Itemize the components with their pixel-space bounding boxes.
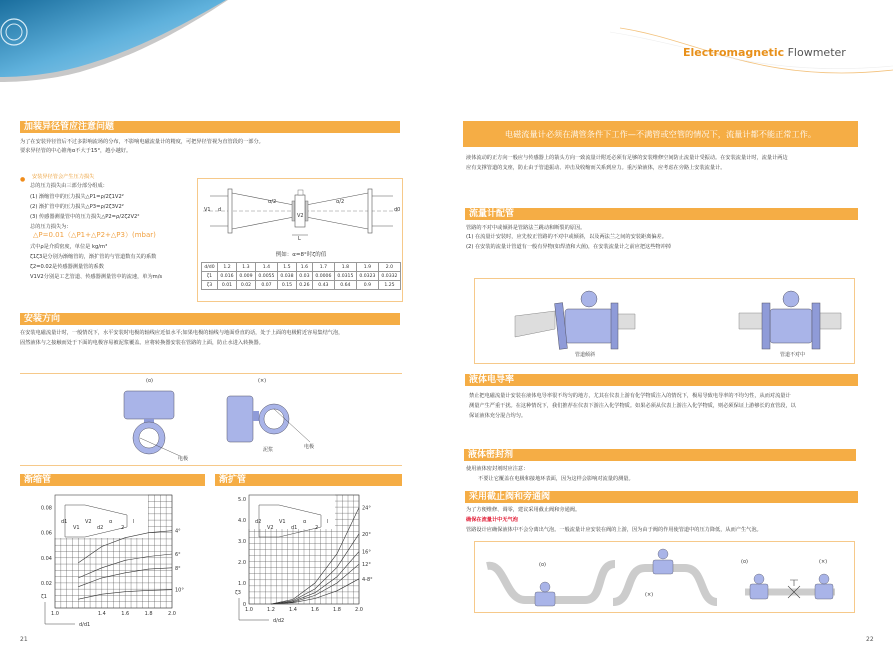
valve-drawing (475, 542, 856, 614)
table-cell: 0.016 (218, 272, 237, 281)
inset-diagram (65, 505, 127, 537)
y-axis-label: ζ1 (41, 594, 47, 600)
x-tick-label: 1.0 (51, 611, 59, 617)
x-tick-label: 1.6 (311, 607, 319, 613)
table-header-row (202, 263, 401, 272)
x-tick-label: 1.4 (97, 611, 106, 617)
paragraph-line: 使用液体密封剂时应注意： (466, 466, 529, 472)
table-cell: 1.9 (356, 263, 378, 272)
note-line: V1V2分别是工艺管道、传感器测量管中的流速，单为m/s (30, 274, 163, 280)
table-cell: 0.0006 (312, 272, 334, 281)
alpha-label: α/2 (268, 199, 277, 205)
y-tick-label: 3.0 (238, 539, 246, 546)
valve-figure (474, 541, 855, 613)
warning-text: 确保在流量计中无气泡 (466, 517, 518, 523)
brand-logo (683, 46, 846, 59)
series-label: 4-8° (362, 576, 373, 583)
table-cell: 1.5 (277, 263, 296, 272)
section-title: 液体密封剂 (464, 449, 856, 461)
axis-arrow (45, 602, 75, 624)
table-cell: 0.15 (277, 281, 296, 290)
table-cell: 1.4 (255, 263, 277, 272)
paragraph-line: 要求异径管的中心锥角α不大于15°，越小越好。 (20, 148, 132, 154)
tilt-label: 管道倾斜 (575, 352, 596, 358)
paragraph-line: (1) 在流量计安装时，应先校正管路的不对中或倾斜，以及两法兰之间的安装距离偏差。 (466, 234, 667, 240)
table-row (202, 272, 401, 281)
table-cell: 0.07 (255, 281, 277, 290)
brand-bold: Electromagnetic (683, 46, 785, 59)
series-label: 6° (175, 552, 181, 559)
section-title: 渐缩管 (20, 474, 205, 486)
y-tick-label: 0.02 (40, 580, 52, 587)
y-tick-label: 1.0 (238, 581, 246, 588)
series-label: 24° (362, 505, 371, 512)
inset-label: V2 (85, 519, 92, 525)
list-item: (3) 传感器测量管中的压力损失△P2=ρ/2ζ2V2² (30, 214, 140, 220)
list-item: 总的压力损失为： (30, 224, 72, 230)
y-tick-label: 4.0 (238, 518, 246, 525)
y-tick-label: 0.08 (40, 505, 52, 512)
section-title: 渐扩管 (215, 474, 402, 486)
series-label: 4° (175, 528, 181, 535)
alpha-label: α/2 (336, 199, 345, 205)
section-title: 安装方向 (20, 313, 400, 325)
table-cell: 1.25 (378, 281, 400, 290)
y-tick-label: 0.04 (40, 555, 52, 562)
table-cell: 1.7 (312, 263, 334, 272)
inset-shape (259, 505, 321, 537)
series-label: 12° (362, 562, 371, 569)
wrong-mark: (×) (258, 378, 267, 384)
inset-label: d1 (61, 519, 68, 525)
electrode-label: 电极 (178, 456, 189, 462)
inset-diagram (259, 505, 321, 537)
reducer-diagram (198, 179, 404, 259)
electrode-label: 电极 (304, 444, 315, 450)
table-cell: 0.03 (296, 272, 312, 281)
table-cell: 0.0315 (334, 272, 356, 281)
length-label: L (298, 236, 301, 242)
list-item: (1) 渐缩管中的压力损失△P1=ρ/2ζ1V2² (30, 194, 124, 200)
list-item: (2) 渐扩管中的压力损失△P3=ρ/2ζ3V2² (30, 204, 124, 210)
x-tick-label: 2.0 (355, 607, 363, 613)
v1-label: V1 (204, 207, 211, 213)
inset-label: d1 (291, 525, 298, 531)
inset-shape (65, 505, 127, 537)
x-tick-label: 1.4 (289, 607, 297, 613)
table-cell: 0.0055 (255, 272, 277, 281)
table-cell: 0.26 (296, 281, 312, 290)
table-cell: ζ1 (202, 272, 218, 281)
correct-mark: (o) (539, 562, 546, 568)
table-cell: 0.64 (334, 281, 356, 290)
section-title: 采用截止阀和旁通阀 (465, 491, 858, 503)
table-cell: 1.3 (236, 263, 255, 272)
note-line: 式中ρ是介质密度，单位是 kg/m³ (30, 244, 108, 250)
paragraph-line: 测量产生严重干扰。在这种情况下，我们推荐在仪表下游注入化学物质。如果必须从仪表上游注入化学物质，则必须保证上游够长的直管段，以 (469, 403, 796, 409)
table-cell: ζ3 (202, 281, 218, 290)
paragraph-line: 液体流动的正方向一般应与传感器上的箭头方向一致流量计附近必须有足够的安装维修空间防止流量计受振动。在安装流量计时，流量计两边 (466, 155, 788, 161)
bullet-icon: ● (20, 176, 26, 183)
y-tick-label: 0 (242, 602, 246, 608)
table-cell: 0.009 (236, 272, 255, 281)
inset-label: α (109, 519, 113, 525)
table-cell: 0.43 (312, 281, 334, 290)
table-cell: 0.01 (218, 281, 237, 290)
note-line: ζ1ζ3是分别为渐缩管的，渐扩管的与管道数有关的系数 (30, 254, 157, 260)
table-cell: 0.038 (277, 272, 296, 281)
table-cell: 1.6 (296, 263, 312, 272)
inset-label: 2 (315, 525, 319, 531)
y-tick-label: 5.0 (238, 497, 246, 504)
paragraph-line: 在安装电磁流量计时，一般情况下，水平安装时电极的轴线应近似水平;如果电极的轴线与地面垂直的话，处于上面的电极附近容易集结气泡， (20, 330, 344, 336)
series-label: 8° (175, 565, 181, 572)
section-title: 液体电导率 (465, 374, 858, 386)
table-row (202, 281, 401, 290)
orientation-figure (20, 373, 402, 466)
sludge-label: 泥浆 (263, 447, 274, 453)
inset-label: d2 (255, 519, 262, 525)
full-pipe-banner: 电磁流量计必须在满管条件下工作—不满管或空管的情况下，流量计都不能正常工作。 (463, 121, 858, 147)
section-title: 流量计配管 (465, 208, 858, 220)
v2-label: V2 (297, 213, 304, 219)
table-cell: 1.2 (218, 263, 237, 272)
list-item: 总的压力损失由三部分部分组成： (30, 183, 108, 189)
x-tick-label: 1.8 (333, 607, 341, 613)
table-cell: 2.0 (378, 263, 400, 272)
paragraph-line: 保证液体充分混合均匀。 (469, 413, 527, 419)
wrong-mark: (×) (645, 592, 654, 598)
paragraph-line: 不要让它覆盖在电极和接地环表面，因为这样会影响对流量的测量。 (478, 476, 634, 482)
y-tick-label: 0.06 (40, 530, 52, 537)
expander-loss-chart (215, 490, 402, 624)
series-label: 10° (175, 587, 184, 594)
series-label: 20° (362, 531, 371, 538)
y-tick-label: 2.0 (238, 560, 246, 567)
piping-figure (474, 278, 855, 364)
table-cell: 0.0332 (378, 272, 400, 281)
paragraph-line: 固然液体与之接触而处于下面的电极容易被泥浆覆盖。应将转换器安装在管路的上面，防止水进入转换器。 (20, 340, 264, 346)
x-axis-label: d/d1 (79, 622, 91, 628)
paragraph-line: 应有支撑管道的支座，防止由于管道振动、冲击及收缩而关系到应力。重污染液体，应考虑在旁路上安装流量计。 (466, 165, 726, 171)
paragraph-line: 为了在安装异径管后不过多影响流场的分布，不影响电磁流量计的精度，可把异径管视为直管段的一部分。 (20, 139, 264, 145)
zeta-table (201, 262, 401, 290)
paragraph-line: 管路设计应确保液体中不会分离出气泡。一般流量计应安装在阀的上游，因为由于阀的作用使管道中的压力降低，从而产生气泡。 (466, 527, 762, 533)
correct-mark: (o) (146, 378, 153, 384)
inset-label: V2 (267, 525, 274, 531)
misalign-label: 管道不对中 (780, 352, 806, 358)
x-tick-label: 2.0 (168, 611, 176, 617)
inset-label: l (133, 519, 135, 525)
figure-caption: 例如：α=8°时ζ的值 (275, 252, 327, 258)
page-number: 22 (866, 636, 874, 643)
brand-light: Flowmeter (787, 46, 846, 59)
paragraph-line: 禁止把电磁流量计安装在液体电导率很不均匀的地方，尤其在仪表上游有化学物质注入的情况下，极易导致电导率的不均匀性，从而对流量计 (469, 393, 791, 399)
meter-orientation-drawing (20, 374, 402, 466)
inset-label: 2 (121, 525, 125, 531)
reducer-figure (197, 178, 403, 302)
section-title: 加装异径管应注意问题 (20, 121, 400, 133)
correct-mark: (o) (741, 559, 748, 565)
paragraph-line: (2) 在安装的流量计管道有一般有异物(如焊渣和大菌)，在安装流量计之前应把这些物冲掉 (466, 244, 671, 250)
d0-label: d0 (394, 207, 401, 213)
table-cell: 1.8 (334, 263, 356, 272)
inset-label: l (327, 519, 329, 525)
inset-label: V1 (73, 525, 80, 531)
table-cell: 0.9 (356, 281, 378, 290)
inset-label: d2 (97, 525, 104, 531)
page-number: 21 (20, 636, 28, 643)
series-label: 16° (362, 549, 371, 556)
d-label: d (218, 207, 222, 213)
table-cell: d/d0 (202, 263, 218, 272)
x-axis-label: d/d2 (273, 618, 285, 624)
wrong-mark: (×) (819, 559, 828, 565)
table-cell: 0.0323 (356, 272, 378, 281)
x-tick-label: 1.6 (121, 611, 130, 617)
paragraph-line: 管路的不对中或倾斜是管路法兰跳动和断裂的原因。 (466, 225, 586, 231)
x-tick-label: 1.0 (245, 607, 253, 613)
inset-label: α (303, 519, 307, 525)
inset-label: V1 (279, 519, 286, 525)
y-axis-label: ζ3 (235, 590, 241, 596)
reducer-loss-chart (20, 490, 205, 628)
x-tick-label: 1.2 (267, 607, 275, 613)
header-banner (0, 0, 893, 90)
paragraph-line: 为了方便维修、调零，建议采用截止阀和旁通阀。 (466, 507, 581, 513)
pressure-formula: △P=0.01（△P1+△P2+△P3）(mbar) (33, 231, 156, 239)
note-line: ζ2=0.02是传感器测量管的系数 (30, 264, 104, 270)
bullet-heading: 安装异径管会产生压力损失 (32, 174, 95, 180)
table-cell: 0.02 (236, 281, 255, 290)
x-tick-label: 1.8 (144, 611, 153, 617)
